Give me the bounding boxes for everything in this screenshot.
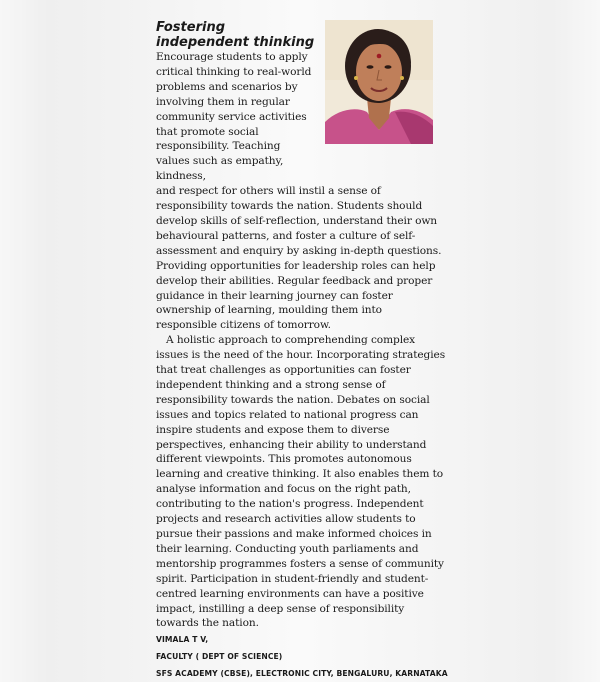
author-signature <box>156 631 446 682</box>
paragraph-1-wrapped-text: Encourage students to apply critical thinking to real-world problems and scenarios by involving them in regular community service activities that promote social responsibility. Teaching values such as empathy, kindness, <box>156 51 312 183</box>
paragraph-1-continued-text: and respect for others will instil a sense of responsibility towards the nation. Students should develop skills of self-reflection, understand their own behavioural patterns, and foster a culture of self-assessment and enquiry by asking in-depth questions. Providing opportunities for leadership roles can help develop their abilities. Regular feedback and proper guidance in their learning journey can foster ownership of learning, moulding them into responsible citizens of tomorrow. <box>156 185 442 332</box>
author-photo <box>325 20 433 144</box>
author-portrait-image <box>325 20 433 144</box>
author-role: FACULTY ( DEPT OF SCIENCE) <box>156 652 283 662</box>
article-headline: Fostering independent thinking <box>156 20 315 50</box>
article-column <box>156 20 446 682</box>
paragraph-2-text: A holistic approach to comprehending complex issues is the need of the hour. Incorporating strategies that treat challenges as opportunities can foster independent thinking and a strong sense of responsibility towards the nation. Debates on social issues and topics related to national progress can inspire students and expose them to diverse perspectives, enhancing their ability to understand different viewpoints. This promotes autonomous learning and creative thinking. It also enables them to analyse information and focus on the right path, contributing to the nation's progress. Independent projects and research activities allow students to pursue their passions and make informed choices in their learning. Conducting youth parliaments and mentorship programmes fosters a sense of community spirit. Participation in student-friendly and student-centred learning environments can have a positive impact, instilling a deep sense of responsibility towards the nation. <box>156 334 446 630</box>
author-name: VIMALA T V, <box>156 635 209 645</box>
author-school: SFS ACADEMY (CBSE), ELECTRONIC CITY, BENGALURU, KARNATAKA <box>156 669 448 679</box>
